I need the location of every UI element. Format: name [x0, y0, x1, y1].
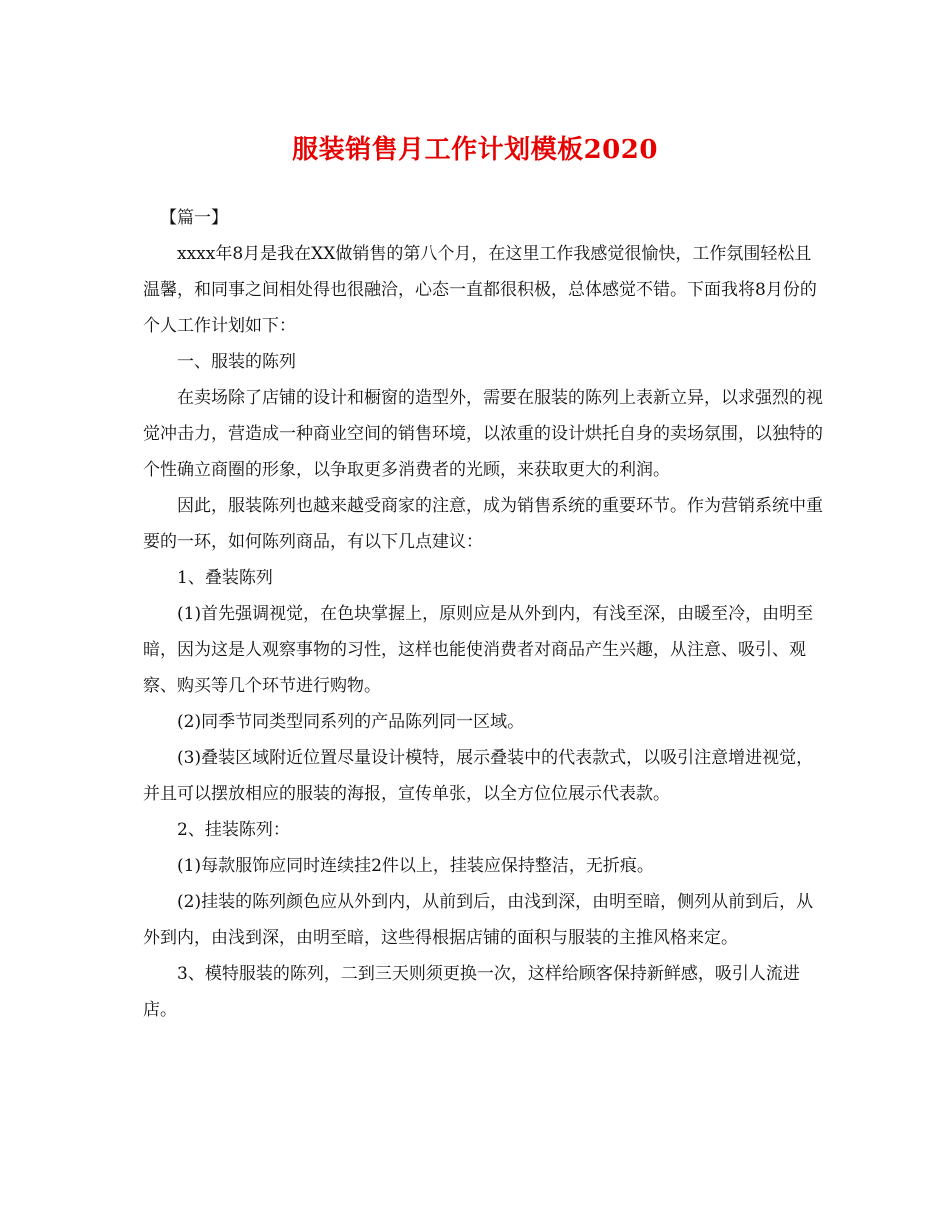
paragraph-folded-3: (3)叠装区域附近位置尽量设计模特，展示叠装中的代表款式，以吸引注意增进视觉，并且可以摆放相应的服装的海报，宣传单张，以全方位位展示代表款。	[143, 748, 814, 804]
paragraph-mannequin: 3、模特服装的陈列，二到三天则须更换一次，这样给顾客保持新鲜感，吸引人流进店。	[143, 964, 800, 1020]
paragraph-hanging-2: (2)挂装的陈列颜色应从外到内，从前到后，由浅到深，由明至暗，侧列从前到后，从外到内，由浅到深，由明至暗，这些得根据店铺的面积与服装的主推风格来定。	[143, 892, 814, 948]
paragraph-folded-2: (2)同季节同类型同系列的产品陈列同一区域。	[177, 712, 525, 732]
paragraph-display-importance: 因此，服装陈列也越来越受商家的注意，成为销售系统的重要环节。作为营销系统中重要的一环，如何陈列商品，有以下几点建议：	[143, 496, 823, 552]
section-tag: 【篇一】	[160, 208, 228, 228]
paragraph-folded-1: (1)首先强调视觉，在色块掌握上，原则应是从外到内，有浅至深，由暖至冷，由明至暗，因为这是人观察事物的习性，这样也能使消费者对商品产生兴趣，从注意、吸引、观察、购买等几个环节进行购物。	[143, 604, 814, 696]
intro-paragraph: xxxx年8月是我在XX做销售的第八个月，在这里工作我感觉很愉快，工作氛围轻松且温馨，和同事之间相处得也很融洽，心态一直都很积极，总体感觉不错。下面我将8月份的个人工作计划如下：	[143, 244, 817, 336]
heading-hanging-display: 2、挂装陈列：	[177, 820, 290, 840]
document-title: 服装销售月工作计划模板2020	[292, 135, 658, 165]
heading-folded-display: 1、叠装陈列	[177, 568, 273, 588]
heading-display: 一、服装的陈列	[177, 352, 296, 372]
paragraph-display-intro: 在卖场除了店铺的设计和橱窗的造型外，需要在服装的陈列上表新立异，以求强烈的视觉冲击力，营造成一种商业空间的销售环境，以浓重的设计烘托自身的卖场氛围，以独特的个性确立商圈的形象，以争取更多消费者的光顾，来获取更大的利润。	[143, 388, 823, 480]
document-body	[143, 200, 823, 1028]
paragraph-hanging-1: (1)每款服饰应同时连续挂2件以上，挂装应保持整洁，无折痕。	[177, 856, 654, 876]
